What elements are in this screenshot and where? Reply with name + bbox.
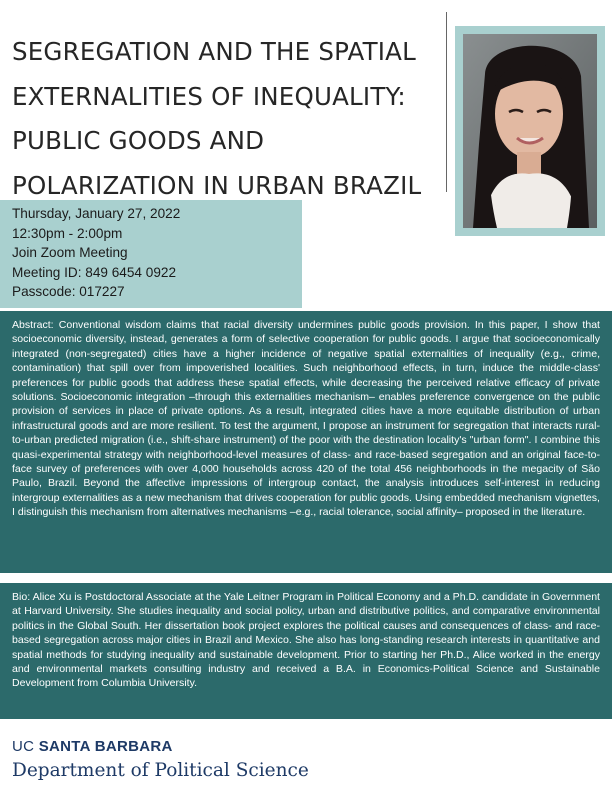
speaker-photo (463, 34, 597, 228)
title-line-4: POLARIZATION IN URBAN BRAZIL (12, 170, 422, 200)
meeting-id: Meeting ID: 849 6454 0922 (12, 264, 177, 280)
department-name: Department of Political Science (12, 760, 309, 781)
title-line-2: EXTERNALITIES OF INEQUALITY: (12, 81, 406, 111)
event-date: Thursday, January 27, 2022 (12, 206, 181, 221)
ucsb-logo-santa-barbara: SANTA BARBARA (38, 738, 173, 755)
title-line-1: SEGREGATION AND THE SPATIAL (12, 37, 416, 66)
passcode: Passcode: 017227 (12, 284, 125, 299)
bio-section (0, 583, 612, 719)
ucsb-logo-uc: UC (12, 738, 35, 755)
abstract-text: Abstract: Conventional wisdom claims that racial diversity undermines public goods provision. In this paper, I show that socioeconomic diversity, instead, generates a form of selective cooperation for public goods. I argue that socioeconomically integrated (non-segregated) cities have a higher incidence of negative spatial externalities of inequality (e.g., crime, contamination) that spill over from impoverished localities. Such neighborhood effects, in turn, induce the middle-class' preferences for public goods that address these spatial effects, while decreasing the perceived relative efficacy of private solutions. Socioeconomic integration –through this externalities mechanism– enables preference convergence on the public provision of services in place of private options. As a result, integrated cities have a more equitable distribution of urban infrastructural goods and are more resilient. To test the argument, I propose an instrument for segregation that interacts rural-to-urban predicted migration (i.e., shift-share instrument) of the poor with the destination locality's "urban form". I combine this quasi-experimental strategy with neighborhood-level measures of class- and race-based segregation and an original face-to-face survey of preferences with over 4,000 households across 420 of the total 456 neighborhoods in the megacity of São Paulo, Brazil. Beyond the affective impressions of intergroup contact, the analysis introduces self-interest in reducing intergroup externalities as a new mechanism that drives cooperation for public goods. Using embedded mechanism vignettes, I distinguish this mechanism from alternatives mechanisms –e.g., racial tolerance, social affinity– proposed in the literature. (12, 319, 600, 519)
title-line-3: PUBLIC GOODS AND (12, 126, 265, 155)
title-divider (446, 12, 447, 192)
speaker-portrait-image (463, 34, 597, 228)
event-title (12, 30, 442, 208)
abstract-section (0, 311, 612, 573)
ucsb-logo (12, 738, 173, 755)
bio-text: Bio: Alice Xu is Postdoctoral Associate at the Yale Leitner Program in Political Economy and a Ph.D. candidate in Government at Harvard University. She studies inequality and social policy, urban and distributive politics, and comparative environmental politics in the Global South. Her dissertation book project explores the political causes and consequences of class- and race-based segregation across major cities in Brazil and Mexico. She also has long-standing research interests in quantitative and spatial methods for studying inequality and sustainable development. Prior to starting her Ph.D., Alice worked in the energy and environmental markets consulting industry and received a B.A. in Economics-Political Science and Sustainable Development from Columbia University. (12, 591, 600, 690)
event-time: 12:30pm - 2:00pm (12, 225, 123, 241)
event-details (0, 200, 302, 308)
speaker-photo-frame (455, 26, 605, 236)
zoom-join-text: Join Zoom Meeting (12, 245, 128, 260)
